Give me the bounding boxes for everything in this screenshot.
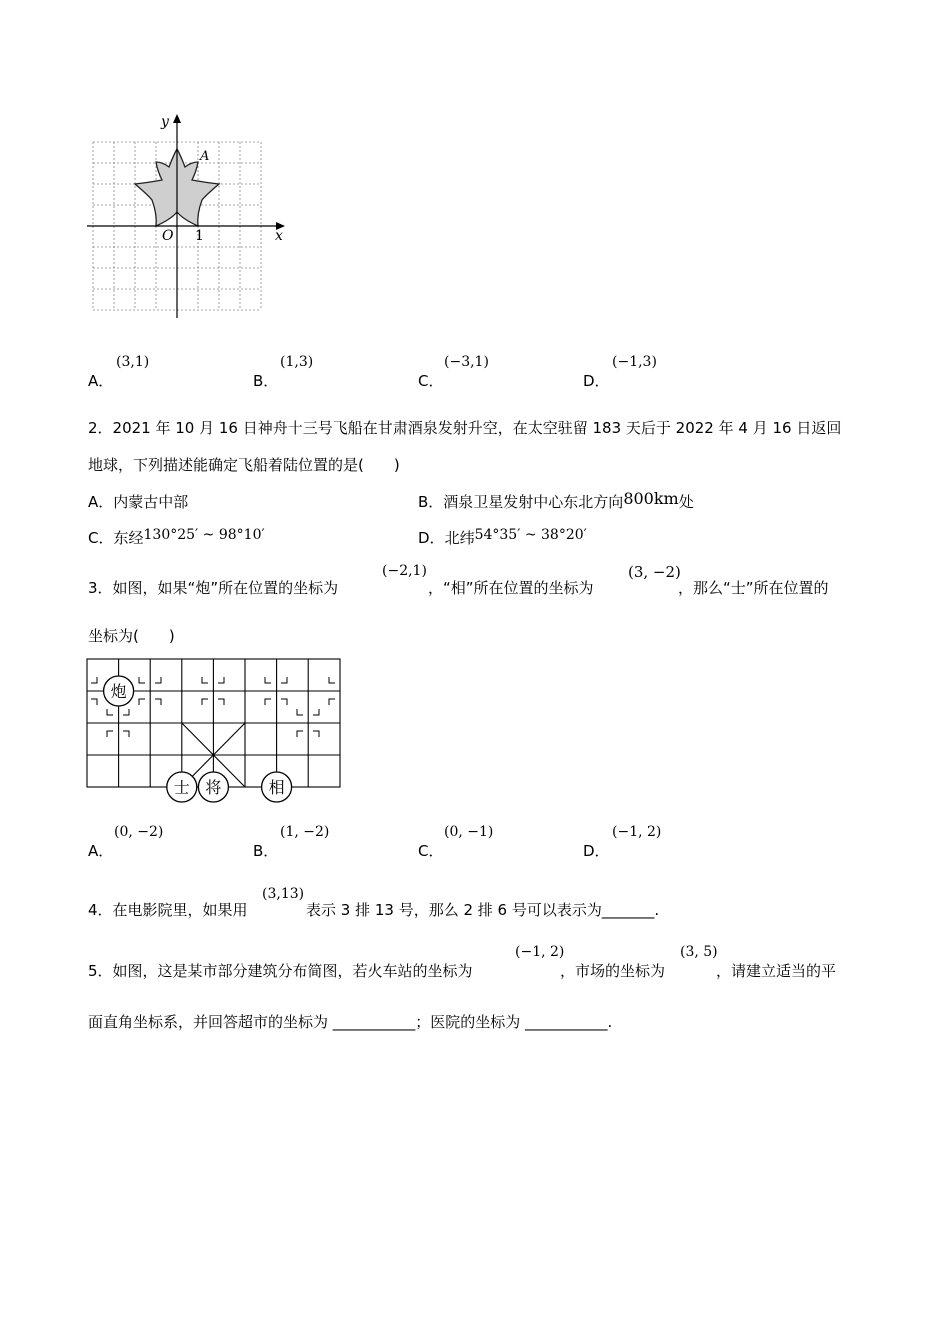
q1-option-c[interactable]	[418, 370, 443, 391]
piece-xiang	[262, 772, 292, 802]
q5-line-2: 面直角坐标系，并回答超市的坐标为 ___________；医院的坐标为 ___________.	[88, 1013, 613, 1031]
q5-station-coordinate: (−1, 2)	[515, 944, 565, 960]
x-axis-label: x	[275, 228, 283, 244]
q2-line-2: 地球，下列描述能确定飞船着陆位置的是( )	[88, 456, 400, 474]
q4-part-2: 表示 3 排 13 号，那么 2 排 6 号可以表示为_______.	[306, 901, 660, 919]
q3-pao-coordinate: (−2,1)	[382, 563, 427, 579]
q3-line-2: 坐标为( )	[88, 627, 175, 645]
shi-label: 士	[173, 778, 190, 797]
q1-option-d[interactable]	[583, 370, 610, 391]
q3-line-1-part-2: ，“相”所在位置的坐标为	[428, 579, 594, 597]
q4-part-1: 4．在电影院里，如果用	[88, 901, 248, 919]
q3-option-d[interactable]: D．	[583, 842, 610, 860]
jiang-label: 将	[205, 778, 222, 797]
option-letter: B．	[253, 372, 279, 390]
option-letter: C．	[418, 372, 444, 390]
q1-option-c-value: (−3,1)	[444, 354, 489, 370]
piece-jiang	[198, 772, 228, 802]
pao-label: 炮	[110, 682, 127, 701]
q3-option-c[interactable]: C．	[418, 842, 444, 860]
q1-option-b[interactable]	[253, 370, 278, 391]
q2-option-b[interactable]: B．酒泉卫星发射中心东北方向800km处	[418, 489, 694, 511]
q1-option-a[interactable]	[88, 370, 113, 391]
q2-option-a[interactable]: A．内蒙古中部	[88, 493, 189, 511]
q2-option-c[interactable]: C．东经130°25′ ~ 98°10′	[88, 527, 265, 547]
q3-line-1-part-3: ，那么“士”所在位置的	[678, 579, 829, 597]
xiang-label: 相	[268, 778, 285, 797]
option-letter: A．	[88, 372, 114, 390]
origin-label: O	[162, 228, 174, 244]
point-a-label: A	[200, 149, 210, 164]
q2-line-1: 2．2021 年 10 月 16 日神舟十三号飞船在甘肃酒泉发射升空，在太空驻留 183 天后于 2022 年 4 月 16 日返回	[88, 419, 842, 437]
q5-market-coordinate: (3, 5)	[680, 944, 718, 960]
q5-part-2: ，市场的坐标为	[560, 962, 666, 980]
q3-line-1-part-1: 3．如图，如果“炮”所在位置的坐标为	[88, 579, 339, 597]
q1-option-a-value: (3,1)	[116, 354, 150, 370]
q3-option-c-value: (0, −1)	[444, 824, 494, 840]
q3-option-a-value: (0, −2)	[114, 824, 164, 840]
q3-option-a[interactable]: A．	[88, 842, 114, 860]
q5-part-1: 5．如图，这是某市部分建筑分布简图，若火车站的坐标为	[88, 962, 473, 980]
maple-leaf-figure	[85, 110, 295, 325]
q5-part-3: ，请建立适当的平	[716, 962, 837, 980]
y-axis-label: y	[161, 114, 169, 130]
piece-shi	[167, 772, 197, 802]
q3-option-d-value: (−1, 2)	[612, 824, 662, 840]
option-letter: D．	[583, 372, 610, 390]
q3-option-b[interactable]: B．	[253, 842, 279, 860]
q4-seat-coordinate: (3,13)	[262, 886, 305, 902]
q3-option-b-value: (1, −2)	[280, 824, 330, 840]
unit-label: 1	[195, 228, 204, 244]
piece-pao	[104, 676, 134, 706]
q2-option-d[interactable]: D．北纬54°35′ ~ 38°20′	[418, 527, 587, 547]
q3-xiang-coordinate: (3, −2)	[628, 563, 681, 581]
q1-option-d-value: (−1,3)	[612, 354, 657, 370]
q1-option-b-value: (1,3)	[280, 354, 314, 370]
chess-board-figure	[85, 656, 345, 806]
